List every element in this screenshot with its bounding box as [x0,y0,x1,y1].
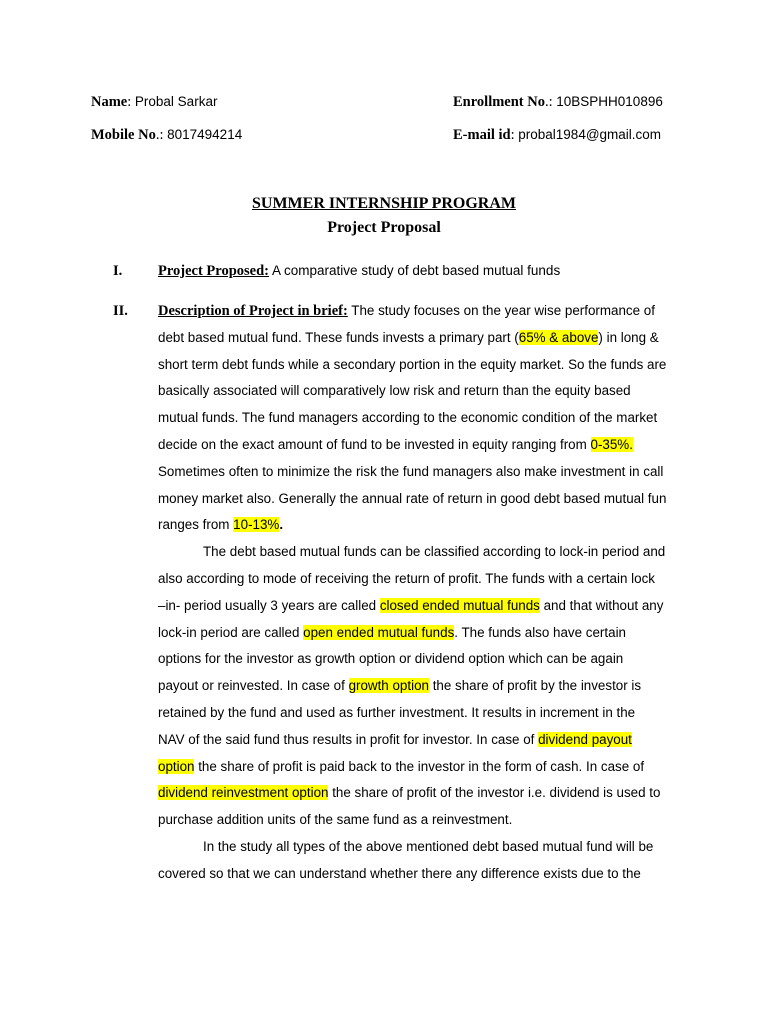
body-text: covered so that we can understand whether there any difference exists due to the [158,865,641,881]
body-text: . The funds also have certain [454,624,626,640]
body-line [158,298,678,325]
highlight-0-35: 0-35%. [590,436,633,452]
highlight-option: option [158,758,195,774]
email-value: probal1984@gmail.com [518,127,662,142]
body-text: lock-in period are called [158,624,304,640]
name-label: Name [91,94,128,110]
body-line [158,593,678,620]
body-line [158,539,678,566]
body-text: –in- period usually 3 years are called [158,597,380,613]
body-text: short term debt funds while a secondary portion in the equity market. So the funds are [158,356,667,372]
body-text: purchase addition units of the same fund as a reinvestment. [158,812,513,828]
body-line [158,405,678,432]
mobile-field [91,127,242,143]
body-line [158,620,678,647]
body-line [158,325,678,352]
enrollment-value: 10BSPHH010896 [556,94,663,109]
body-line [158,754,678,781]
header-row-1 [91,94,691,111]
body-line [158,673,678,700]
body-text: decide on the exact amount of fund to be invested in equity ranging from [158,436,591,452]
body-text: Sometimes often to minimize the risk the fund managers also make investment in call [158,463,664,479]
mobile-label: Mobile No [91,127,156,143]
proposal-subtitle: Project Proposal [327,219,441,236]
body-line [158,727,678,754]
enrollment-sep: .: [544,94,557,110]
program-title: SUMMER INTERNSHIP PROGRAM [251,195,516,212]
body-line [158,807,678,834]
body-text: In the study all types of the above mentioned debt based mutual fund will be [203,838,654,854]
highlight-growth-option: growth option [348,678,429,694]
body-line [158,378,678,405]
section-1-heading: Project Proposed: [158,263,270,279]
body-text: payout or reinvested. In case of [158,678,349,694]
body-line [158,432,678,459]
body-text: the share of profit by the investor is [428,678,642,694]
body-line [158,861,678,888]
section-1-text: A comparative study of debt based mutual funds [269,263,561,278]
enrollment-label: Enrollment No [453,94,545,110]
body-line [158,646,678,673]
highlight-65-above: 65% & above [518,329,599,345]
email-field [453,127,661,144]
body-line [158,700,678,727]
section-1-line [158,263,560,280]
body-text: retained by the fund and used as further investment. It results in increment in the [158,704,636,720]
highlight-dividend-reinvestment: dividend reinvestment option [158,785,329,801]
body-text: ranges from [158,517,234,533]
body-text: mutual funds. The fund managers according to the economic condition of the market [158,410,658,426]
body-text: also according to mode of receiving the return of profit. The funds with a certain lock [158,570,655,586]
body-text: and that without any [539,597,664,613]
body-text: the share of profit is paid back to the investor in the form of cash. In case of [194,758,645,774]
name-sep: : [127,94,135,110]
section-2-heading: Description of Project in brief: [158,303,348,319]
highlight-dividend-payout: dividend payout [538,731,632,747]
body-line [158,566,678,593]
body-line [158,780,678,807]
section-2-number: II. [113,303,128,319]
mobile-sep: .: [155,127,168,143]
name-field [91,94,217,110]
body-text: money market also. Generally the annual rate of return in good debt based mutual fun [158,490,667,506]
body-text: ) in long & [598,329,659,345]
mobile-value: 8017494214 [167,127,243,142]
body-line [158,512,678,539]
highlight-10-13: 10-13% [233,517,280,533]
highlight-closed-ended: closed ended mutual funds [379,597,540,613]
body-text: . [279,517,284,533]
name-value: Probal Sarkar [134,94,218,109]
section-2-body [158,298,678,888]
body-text: NAV of the said fund thus results in profit for investor. In case of [158,731,539,747]
header-row-2 [91,127,691,144]
body-line [158,459,678,486]
body-text: The study focuses on the year wise performance of [347,303,655,318]
body-text: basically associated will comparatively low risk and return than the equity based [158,383,631,399]
body-line [158,834,678,861]
body-text: options for the investor as growth option or dividend option which can be again [158,651,624,667]
body-text: debt based mutual fund. These funds invests a primary part ( [158,329,519,345]
email-sep: : [510,127,519,143]
email-label: E-mail id [453,127,511,143]
section-1-number: I. [113,263,123,279]
enrollment-field [453,94,663,111]
body-line [158,352,678,379]
highlight-open-ended: open ended mutual funds [303,624,455,640]
body-line [158,486,678,513]
body-text: the share of profit of the investor i.e. dividend is used to [328,785,661,801]
body-text: The debt based mutual funds can be classified according to lock-in period and [203,544,666,560]
